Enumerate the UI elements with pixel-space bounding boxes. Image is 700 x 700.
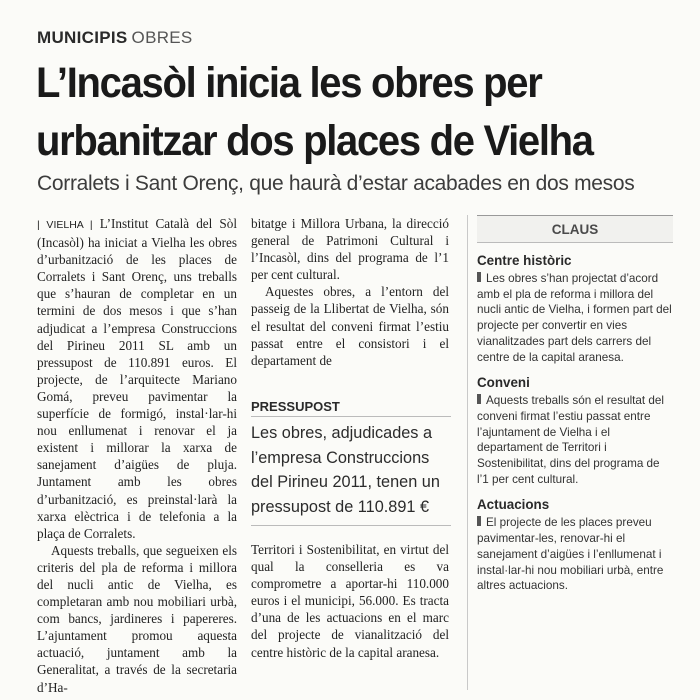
section-label (37, 28, 193, 48)
claus-text-conveni: Aquests treballs són el resultat del conveni firmat l’estiu passat entre l’ajuntament de Vielha i el departament de Territori i Sostenibilitat, dins del programa de l’1 per cent cultural. (477, 393, 673, 487)
section-subname: OBRES (131, 28, 193, 47)
article-text: L’Institut Català del Sòl (Incasòl) ha iniciat a Vielha les obres d’urbanització de les places de Corralets i Sant Orenç, uns treballs que s’hauran de completar en un termini de dos mesos i que s’han adjudicat a l’empresa Construccions del Pirineu 2011 SL amb un pressupost de 110.891 euros. El projecte, de l’arquitecte Mariano Gomá, preveu pavimentar la superfície de formigó, instal·lar-hi nou enllumenat i renovar el ja existent i millorar la xarxa de sanejament d’aigües de pluja. Juntament amb les obres d’urbanització, es preinstal·larà la xarxa elèctrica i de telefonia a la plaça de Corralets. (37, 216, 238, 541)
headline-line-2: urbanitzar dos places de Vielha (36, 117, 593, 165)
article-column-2 (251, 215, 449, 369)
article-column-2-continued (251, 541, 449, 661)
article-column-1 (37, 215, 237, 696)
article-paragraph: Aquests treballs, que segueixen els criteris del pla de reforma i millora del nucli antic de Vielha, es completaran amb nou mobiliari urbà, com bancs, jardineres i papereres. L’ajuntament promou aquesta actuació, juntament amb la Generalitat, a través de la secretaria d’Ha- (37, 542, 237, 695)
claus-text-centre: Les obres s’han projectat d’acord amb el pla de reforma i millora del nucli antic de Vielha, i formen part del projecte per convertir en vies vianalitzades part dels carrers del centre de la capital aranesa. (477, 272, 672, 364)
claus-text-actuacions: El projecte de les places preveu pavimentar-les, renovar-hi el sanejament d’aigües i l’enllumenat i instal·lar-hi nou mobiliari urbà, entre altres actuacions. (477, 515, 673, 594)
location-tag: | VIELHA | (37, 219, 93, 231)
headline (36, 54, 631, 170)
claus-heading-conveni: Conveni (477, 375, 530, 391)
article-paragraph: Aquestes obres, a l’entorn del passeig de la Llibertat de Vielha, són el resultat del conveni firmat l’estiu passat entre el consistori i el departament de (251, 284, 449, 368)
pull-quote (251, 399, 451, 526)
claus-title: CLAUS (477, 215, 673, 243)
claus-heading-centre: Centre històric (477, 253, 572, 268)
headline-line-1: L’Incasòl inicia les obres per (36, 59, 542, 107)
pull-quote-label: PRESSUPOST (251, 399, 451, 417)
subheadline: Corralets i Sant Orenç, que haurà d’estar acabades en dos mesos (37, 172, 635, 195)
article-paragraph: Territori i Sostenibilitat, en virtut del qual la conselleria es va comprometre a aportar-hi 110.000 euros i el municipi, 56.000. Es tracta d’una de les actuacions en el marc del projecte de vianalització del centre històric de la capital aranesa. (251, 542, 449, 660)
section-name: MUNICIPIS (37, 28, 128, 47)
claus-sidebar (467, 215, 673, 690)
claus-heading-actuacions: Actuacions (477, 497, 550, 513)
article-paragraph (37, 215, 237, 542)
pull-quote-text: Les obres, adjudicades a l’empresa Construccions del Pirineu 2011, tenen un pressupost de 110.891 € (251, 421, 451, 526)
article-paragraph: bitatge i Millora Urbana, la direcció general de Patrimoni Cultural i l’Incasòl, dins del programa de l’1 per cent cultural. (251, 216, 449, 283)
